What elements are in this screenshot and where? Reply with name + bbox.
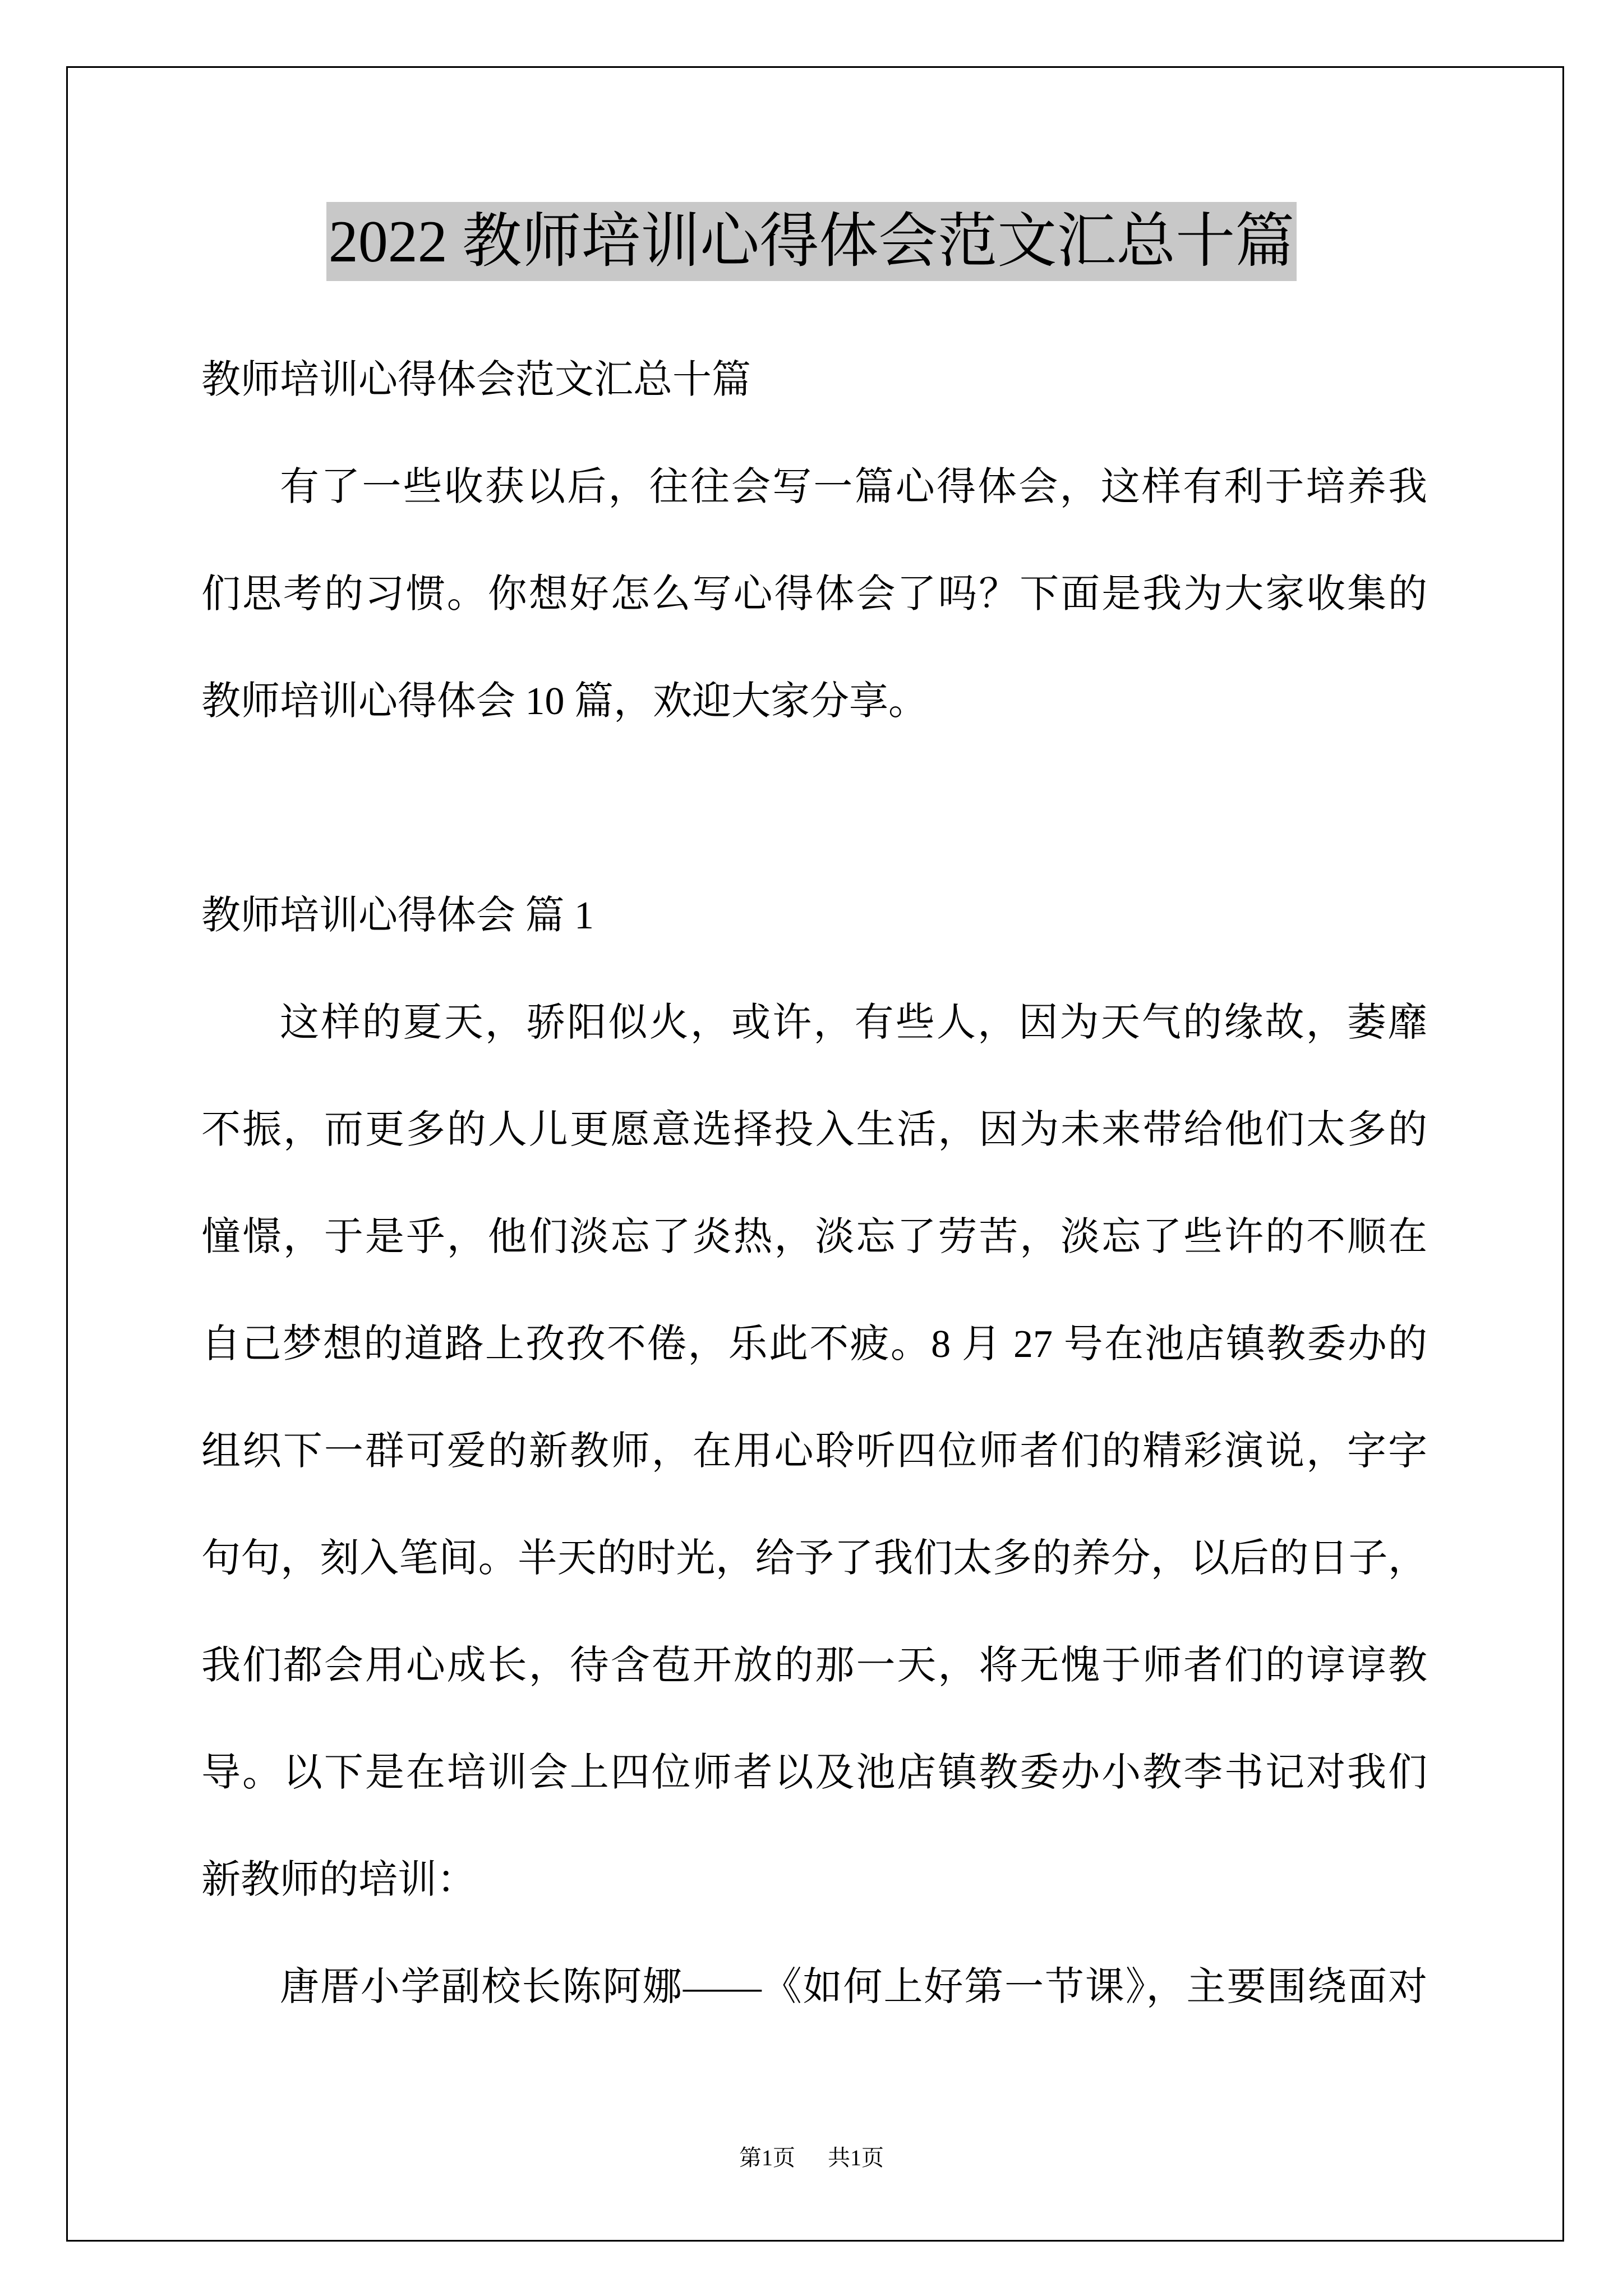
paragraph-line: 不振，而更多的人儿更愿意选择投入生活，因为未来带给他们太多的 [201,1108,1427,1152]
paragraph-line: 唐厝小学副校长陈阿娜——《如何上好第一节课》，主要围绕面对 [280,1966,1427,2009]
page-footer [0,2144,1623,2172]
paragraph-line: 句句，刻入笔间。半天的时光，给予了我们太多的养分，以后的日子， [201,1537,1427,1580]
document-subtitle: 教师培训心得体会范文汇总十篇 [201,358,751,402]
paragraph-line: 导。以下是在培训会上四位师者以及池店镇教委办小教李书记对我们 [201,1751,1427,1795]
paragraph-line: 憧憬，于是乎，他们淡忘了炎热，淡忘了劳苦，淡忘了些许的不顺在 [201,1216,1427,1259]
paragraph-line: 自己梦想的道路上孜孜不倦，乐此不疲。8 月 27 号在池店镇教委办的 [201,1323,1427,1366]
page-number: 第1页 [739,2145,795,2170]
page-total: 共1页 [828,2145,884,2170]
paragraph-line: 新教师的培训： [201,1858,476,1902]
intro-line: 有了一些收获以后，往往会写一篇心得体会，这样有利于培养我 [280,466,1427,509]
document-body [201,326,1427,2041]
paragraph-line: 组织下一群可爱的新教师，在用心聆听四位师者们的精彩演说，字字 [201,1430,1427,1473]
section-heading: 教师培训心得体会 篇 1 [201,894,594,937]
intro-line: 们思考的习惯。你想好怎么写心得体会了吗？下面是我为大家收集的 [201,573,1427,616]
intro-line: 教师培训心得体会 10 篇，欢迎大家分享。 [201,680,928,723]
paragraph-line: 我们都会用心成长，待含苞开放的那一天，将无愧于师者们的谆谆教 [201,1644,1427,1687]
blank-line [201,755,1427,862]
paragraph-line: 这样的夏天，骄阳似火，或许，有些人，因为天气的缘故，萎靡 [280,1001,1427,1045]
title-block [0,202,1623,281]
document-title: 2022 教师培训心得体会范文汇总十篇 [326,202,1297,281]
